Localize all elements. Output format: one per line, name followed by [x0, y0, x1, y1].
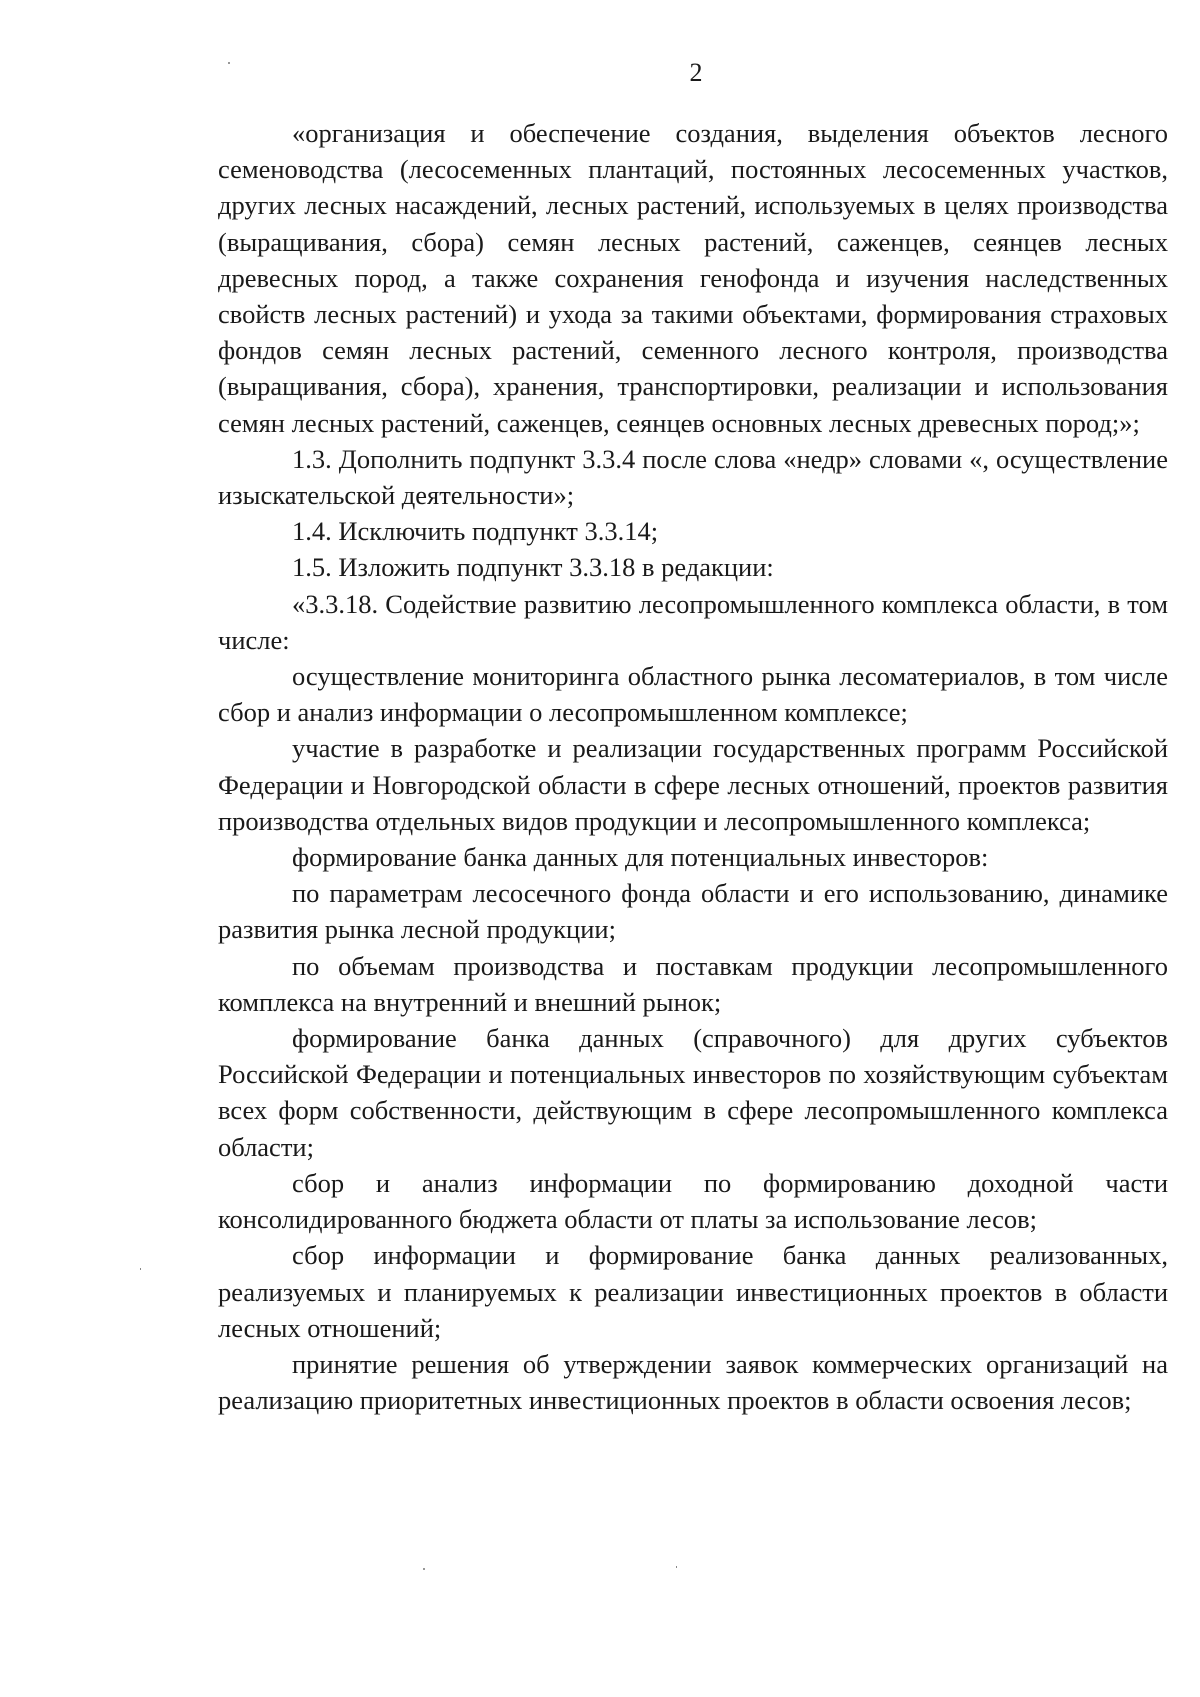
- paragraph-priority-projects: принятие решения об утверждении заявок коммерческих организаций на реализацию приоритетных инвестиционных проектов в области освоения лесов;: [218, 1348, 1168, 1416]
- paragraph-item-1-3: 1.3. Дополнить подпункт 3.3.4 после слова «недр» словами «, осуществление изыскательской деятельности»;: [218, 443, 1168, 511]
- paragraph-3-3-18: «3.3.18. Содействие развитию лесопромышленного комплекса области, в том числе:: [218, 588, 1168, 655]
- scan-speck: [423, 1568, 425, 1570]
- paragraph-cutting-fund: по параметрам лесосечного фонда области и его использованию, динамике развития рынка лесной продукции;: [218, 878, 1168, 945]
- scan-speck: [676, 1566, 677, 1568]
- paragraph-monitoring: осуществление мониторинга областного рынка лесоматериалов, в том числе сбор и анализ информации о лесопромышленном комплексе;: [218, 661, 1168, 728]
- document-body: [218, 115, 1168, 1418]
- paragraph-item-1-4: 1.4. Исключить подпункт 3.3.14;: [292, 516, 659, 547]
- scan-speck: [228, 62, 230, 64]
- page-number: 2: [689, 58, 703, 87]
- paragraph-investor-databank: формирование банка данных для потенциальных инвесторов:: [292, 842, 989, 873]
- paragraph-state-programs: участие в разработке и реализации государственных программ Российской Федерации и Новгородской области в сфере лесных отношений, проектов развития производства отдельных видов продукции и лесопромышленного комплекса;: [218, 733, 1168, 836]
- paragraph-production-volumes: по объемам производства и поставкам продукции лесопромышленного комплекса на внутренний и внешний рынок;: [218, 950, 1168, 1017]
- scan-speck: [140, 1268, 141, 1270]
- paragraph-reference-databank: формирование банка данных (справочного) для других субъектов Российской Федерации и потенциальных инвесторов по хозяйствующим субъектам всех форм собственности, действующим в сфере лесопромышленного комплекса области;: [218, 1023, 1168, 1162]
- paragraph-item-1-5: 1.5. Изложить подпункт 3.3.18 в редакции:: [292, 552, 774, 583]
- paragraph-investment-projects: сбор информации и формирование банка данных реализованных, реализуемых и планируемых к реализации инвестиционных проектов в области лесных отношений;: [218, 1240, 1168, 1343]
- paragraph-forest-seed-organization: «организация и обеспечение создания, выделения объектов лесного семеноводства (лесосеменных плантаций, постоянных лесосеменных участков, других лесных насаждений, лесных растений, используемых в целях производства (выращивания, сбора) семян лесных растений, саженцев, сеянцев лесных древесных пород, а также сохранения генофонда и изучения наследственных свойств лесных растений) и ухода за такими объектами, формирования страховых фондов семян лесных растений, семенного лесного контроля, производства (выращивания, сбора), хранения, транспортировки, реализации и использования семян лесных растений, саженцев, сеянцев основных лесных древесных пород;»;: [218, 118, 1168, 438]
- paragraph-budget-analysis: сбор и анализ информации по формированию доходной части консолидированного бюджета области от платы за использование лесов;: [218, 1167, 1168, 1235]
